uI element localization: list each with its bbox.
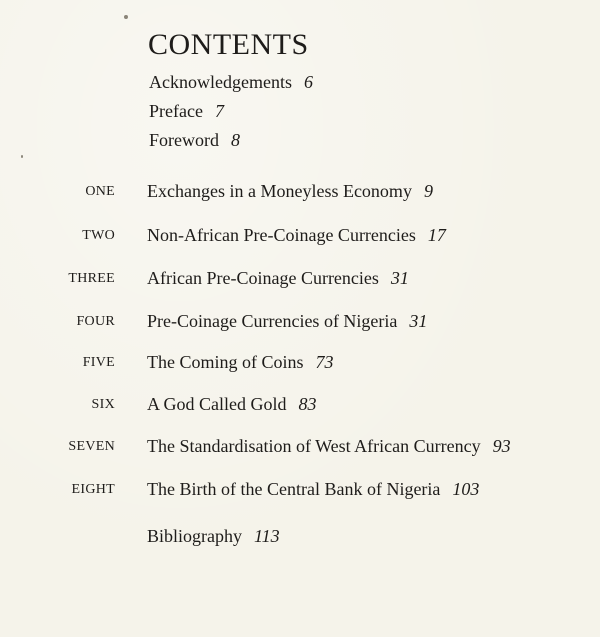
chapter-number: FIVE (82, 355, 115, 370)
entry-title: Foreword (149, 130, 219, 150)
entry-page-number: 6 (303, 72, 313, 92)
chapter-number: SEVEN (68, 439, 115, 454)
paper-speck (124, 15, 128, 19)
chapter-number: SIX (91, 397, 115, 412)
toc-entry-preface[interactable] (149, 102, 224, 120)
chapter-number: TWO (82, 228, 115, 243)
toc-entry-chapter-eight[interactable] (147, 480, 479, 498)
entry-page-number: 31 (409, 311, 428, 331)
entry-title: Pre-Coinage Currencies of Nigeria (147, 311, 398, 331)
toc-entry-chapter-one[interactable] (147, 182, 433, 200)
chapter-number: ONE (85, 184, 115, 199)
toc-entry-chapter-six[interactable] (147, 395, 317, 413)
entry-page-number: 113 (254, 526, 280, 546)
entry-page-number: 103 (452, 479, 480, 499)
toc-entry-chapter-four[interactable] (147, 312, 427, 330)
entry-title: Non-African Pre-Coinage Currencies (147, 225, 416, 245)
entry-title: The Coming of Coins (147, 352, 304, 372)
entry-title: Acknowledgements (149, 72, 292, 92)
entry-title: The Birth of the Central Bank of Nigeria (147, 479, 441, 499)
entry-title: Exchanges in a Moneyless Economy (147, 181, 412, 201)
entry-page-number: 8 (231, 130, 240, 150)
entry-title: African Pre-Coinage Currencies (147, 268, 379, 288)
entry-page-number: 73 (315, 352, 334, 372)
entry-title: Preface (149, 101, 203, 121)
toc-entry-chapter-three[interactable] (147, 269, 409, 287)
entry-page-number: 7 (214, 101, 224, 121)
entry-page-number: 31 (390, 268, 409, 288)
entry-title: A God Called Gold (147, 394, 287, 414)
chapter-number: THREE (68, 271, 115, 286)
toc-entry-chapter-seven[interactable] (147, 437, 511, 455)
chapter-number: FOUR (76, 314, 115, 329)
toc-entry-foreword[interactable] (149, 131, 240, 149)
chapter-number: EIGHT (71, 482, 115, 497)
toc-entry-acknowledgements[interactable] (149, 73, 313, 91)
entry-page-number: 17 (427, 225, 446, 245)
entry-page-number: 83 (298, 394, 317, 414)
entry-title: The Standardisation of West African Currency (147, 436, 481, 456)
entry-page-number: 9 (423, 181, 433, 201)
entry-page-number: 93 (492, 436, 511, 456)
entry-title: Bibliography (147, 526, 242, 546)
page-title: CONTENTS (148, 28, 309, 61)
toc-entry-bibliography[interactable] (147, 527, 280, 545)
toc-entry-chapter-two[interactable] (147, 226, 446, 244)
paper-speck (21, 155, 23, 158)
toc-entry-chapter-five[interactable] (147, 353, 334, 371)
